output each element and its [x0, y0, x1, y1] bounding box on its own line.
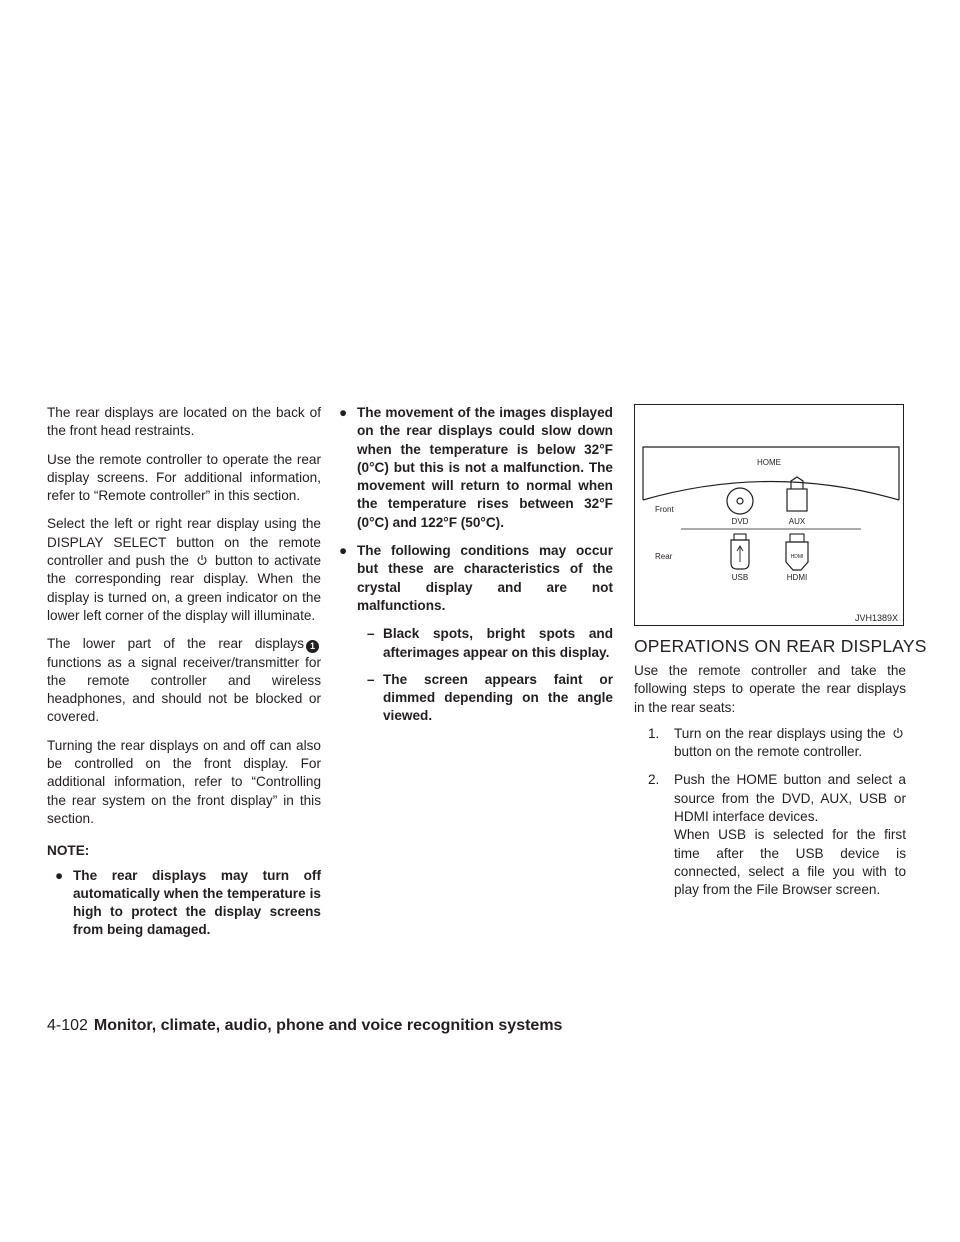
hdmi-icon-label: HDMI [790, 554, 804, 560]
bullet-icon: ● [339, 405, 348, 420]
column-middle [339, 404, 613, 735]
step-text: Turn on the rear displays using the [674, 725, 886, 741]
hdmi-plug-icon [786, 534, 808, 570]
bullet-icon: ● [339, 543, 348, 559]
section-title: OPERATIONS ON REAR DISPLAYS [634, 636, 927, 656]
text-run: button to activate the corresponding rear display. When the display is turned on, a green indicator on the lower left corner of the display will illuminate. [47, 553, 322, 623]
power-icon [892, 727, 904, 739]
aux-label: AUX [788, 517, 806, 526]
power-icon [196, 554, 208, 566]
usb-icon [731, 534, 749, 569]
home-screen-figure [634, 404, 904, 626]
note-bullet [339, 542, 613, 615]
step-number: 2. [648, 772, 660, 788]
page-footer [47, 1017, 562, 1035]
step-number: 1. [648, 725, 660, 741]
paragraph [47, 515, 321, 625]
step-2 [648, 771, 906, 899]
figure-code: JVH1389X [854, 613, 898, 623]
note-bullet [47, 867, 321, 940]
note-bullet [339, 404, 613, 532]
step-text: button on the remote controller. [674, 744, 863, 760]
step-text: Push the HOME button and select a source from the DVD, AUX, USB or HDMI interface devices. [674, 772, 906, 825]
paragraph: The rear displays are located on the back of the front head restraints. [47, 405, 321, 439]
dash-icon: – [367, 671, 375, 687]
text-run: functions as a signal receiver/transmitter for the remote controller and wireless headphones, and should not be blocked or covered. [47, 654, 321, 725]
home-label: HOME [757, 458, 781, 467]
dvd-label: DVD [731, 517, 749, 526]
dash-icon: – [367, 626, 375, 642]
callout-1-icon: 1 [306, 640, 319, 653]
column-left [47, 404, 321, 950]
usb-label: USB [731, 573, 749, 582]
dash-item [339, 625, 613, 662]
rear-label: Rear [655, 552, 673, 561]
front-label: Front [655, 505, 674, 514]
note-heading: NOTE: [47, 843, 90, 859]
step-1 [648, 725, 906, 762]
bullet-text: The following conditions may occur but these are characteristics of the crystal display and are not malfunctions. [357, 543, 613, 613]
text-run: Select the left or right rear display using the DISPLAY SELECT button on the remote controller and push the [47, 516, 321, 569]
text-run: The lower part of the rear displays [47, 636, 304, 652]
disc-icon [727, 488, 753, 514]
chapter-title: Monitor, climate, audio, phone and voice recognition systems [93, 1017, 563, 1034]
bullet-icon: ● [55, 867, 64, 883]
paragraph: Use the remote controller and take the following steps to operate the rear displays in the rear seats: [634, 663, 906, 715]
dash-item [339, 671, 613, 726]
dash-text: Black spots, bright spots and afterimages appear on this display. [383, 626, 613, 660]
paragraph: Turning the rear displays on and off can also be controlled on the front display. For additional information, refer to “Controlling the rear system on the front display” in this section. [47, 737, 321, 826]
dash-text: The screen appears faint or dimmed depending on the angle viewed. [383, 671, 613, 724]
bullet-text: The rear displays may turn off automatically when the temperature is high to protect the display screens from being damaged. [73, 867, 321, 938]
step-text: When USB is selected for the first time after the USB device is connected, select a file you with to play from the File Browser screen. [674, 827, 906, 898]
paragraph [47, 635, 321, 726]
paragraph: Use the remote controller to operate the rear display screens. For additional information, refer to “Remote controller” in this section. [47, 451, 321, 504]
hdmi-label: HDMI [786, 573, 808, 582]
column-right [634, 662, 906, 910]
page-number: 4-102 [47, 1017, 88, 1034]
bullet-text: The movement of the images displayed on the rear displays could slow down when the temperature is below 32°F (0°C) but this is not a malfunction. The movement will return to normal when the temperature rises between 32°F (0°C) and 122°F (50°C). [357, 405, 613, 530]
